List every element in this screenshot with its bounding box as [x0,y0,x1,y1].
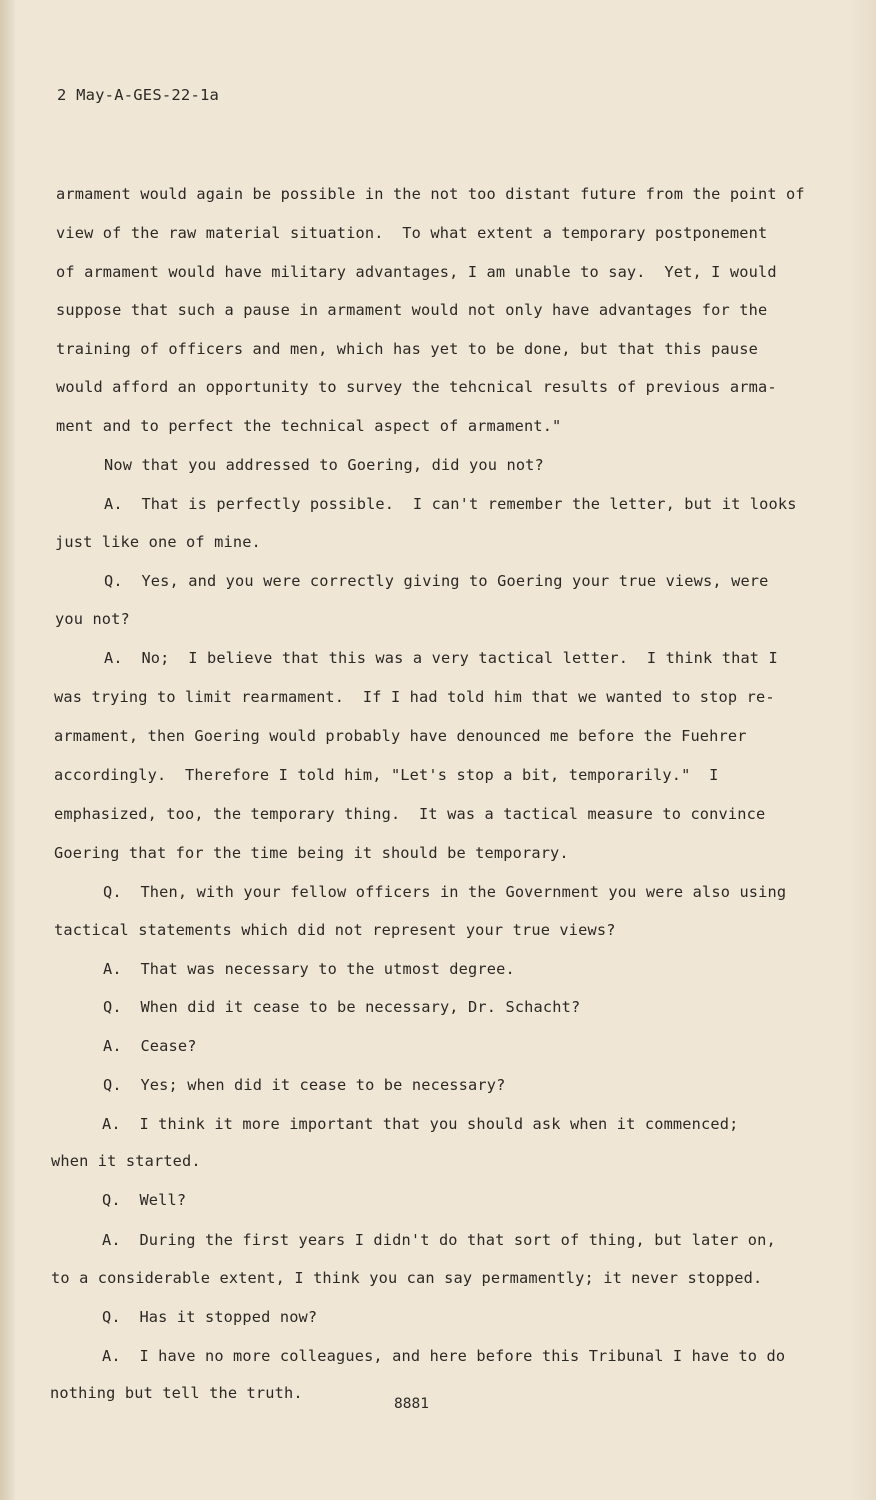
text-line: would afford an opportunity to survey the tehcnical results of previous arma- [56,378,777,396]
text-line: just like one of mine. [55,533,261,551]
text-line: armament would again be possible in the not too distant future from the point of [56,185,805,203]
text-line: armament, then Goering would probably have denounced me before the Fuehrer [54,727,747,745]
text-line: A. I think it more important that you should ask when it commenced; [102,1115,739,1133]
text-line: suppose that such a pause in armament would not only have advantages for the [56,301,768,319]
text-line: Q. Has it stopped now? [102,1308,318,1326]
text-line: A. No; I believe that this was a very tactical letter. I think that I [104,649,778,667]
text-line: Goering that for the time being it should be temporary. [54,844,569,862]
text-line: Now that you addressed to Goering, did you not? [104,456,544,474]
text-line: Q. Well? [102,1191,187,1209]
text-line: view of the raw material situation. To what extent a temporary postponement [56,224,768,242]
text-line: of armament would have military advantages, I am unable to say. Yet, I would [56,263,777,281]
page-number: 8881 [394,1396,429,1412]
text-line: when it started. [51,1152,201,1170]
text-line: tactical statements which did not represent your true views? [54,921,616,939]
text-line: Q. Then, with your fellow officers in the Government you were also using [103,883,787,901]
text-line: Q. Yes, and you were correctly giving to Goering your true views, were [104,572,769,590]
text-line: was trying to limit rearmament. If I had told him that we wanted to stop re- [54,688,775,706]
text-line: A. I have no more colleagues, and here before this Tribunal I have to do [102,1347,786,1365]
text-line: A. That is perfectly possible. I can't remember the letter, but it looks [104,495,797,513]
text-line: A. That was necessary to the utmost degree. [103,960,515,978]
binding-edge [0,0,14,1500]
text-line: nothing but tell the truth. [50,1384,303,1402]
text-line: ment and to perfect the technical aspect of armament." [56,417,562,435]
text-line: you not? [55,610,130,628]
text-line: accordingly. Therefore I told him, "Let's stop a bit, temporarily." I [54,766,719,784]
text-line: training of officers and men, which has yet to be done, but that this pause [56,340,758,358]
text-line: Q. Yes; when did it cease to be necessary? [103,1076,506,1094]
text-line: emphasized, too, the temporary thing. It was a tactical measure to convince [54,805,766,823]
text-line: to a considerable extent, I think you can say permamently; it never stopped. [51,1269,763,1287]
text-line: Q. When did it cease to be necessary, Dr. Schacht? [103,998,581,1016]
document-header: 2 May-A-GES-22-1a [57,86,220,104]
text-line: A. Cease? [103,1037,197,1055]
text-line: A. During the first years I didn't do that sort of thing, but later on, [102,1231,776,1249]
